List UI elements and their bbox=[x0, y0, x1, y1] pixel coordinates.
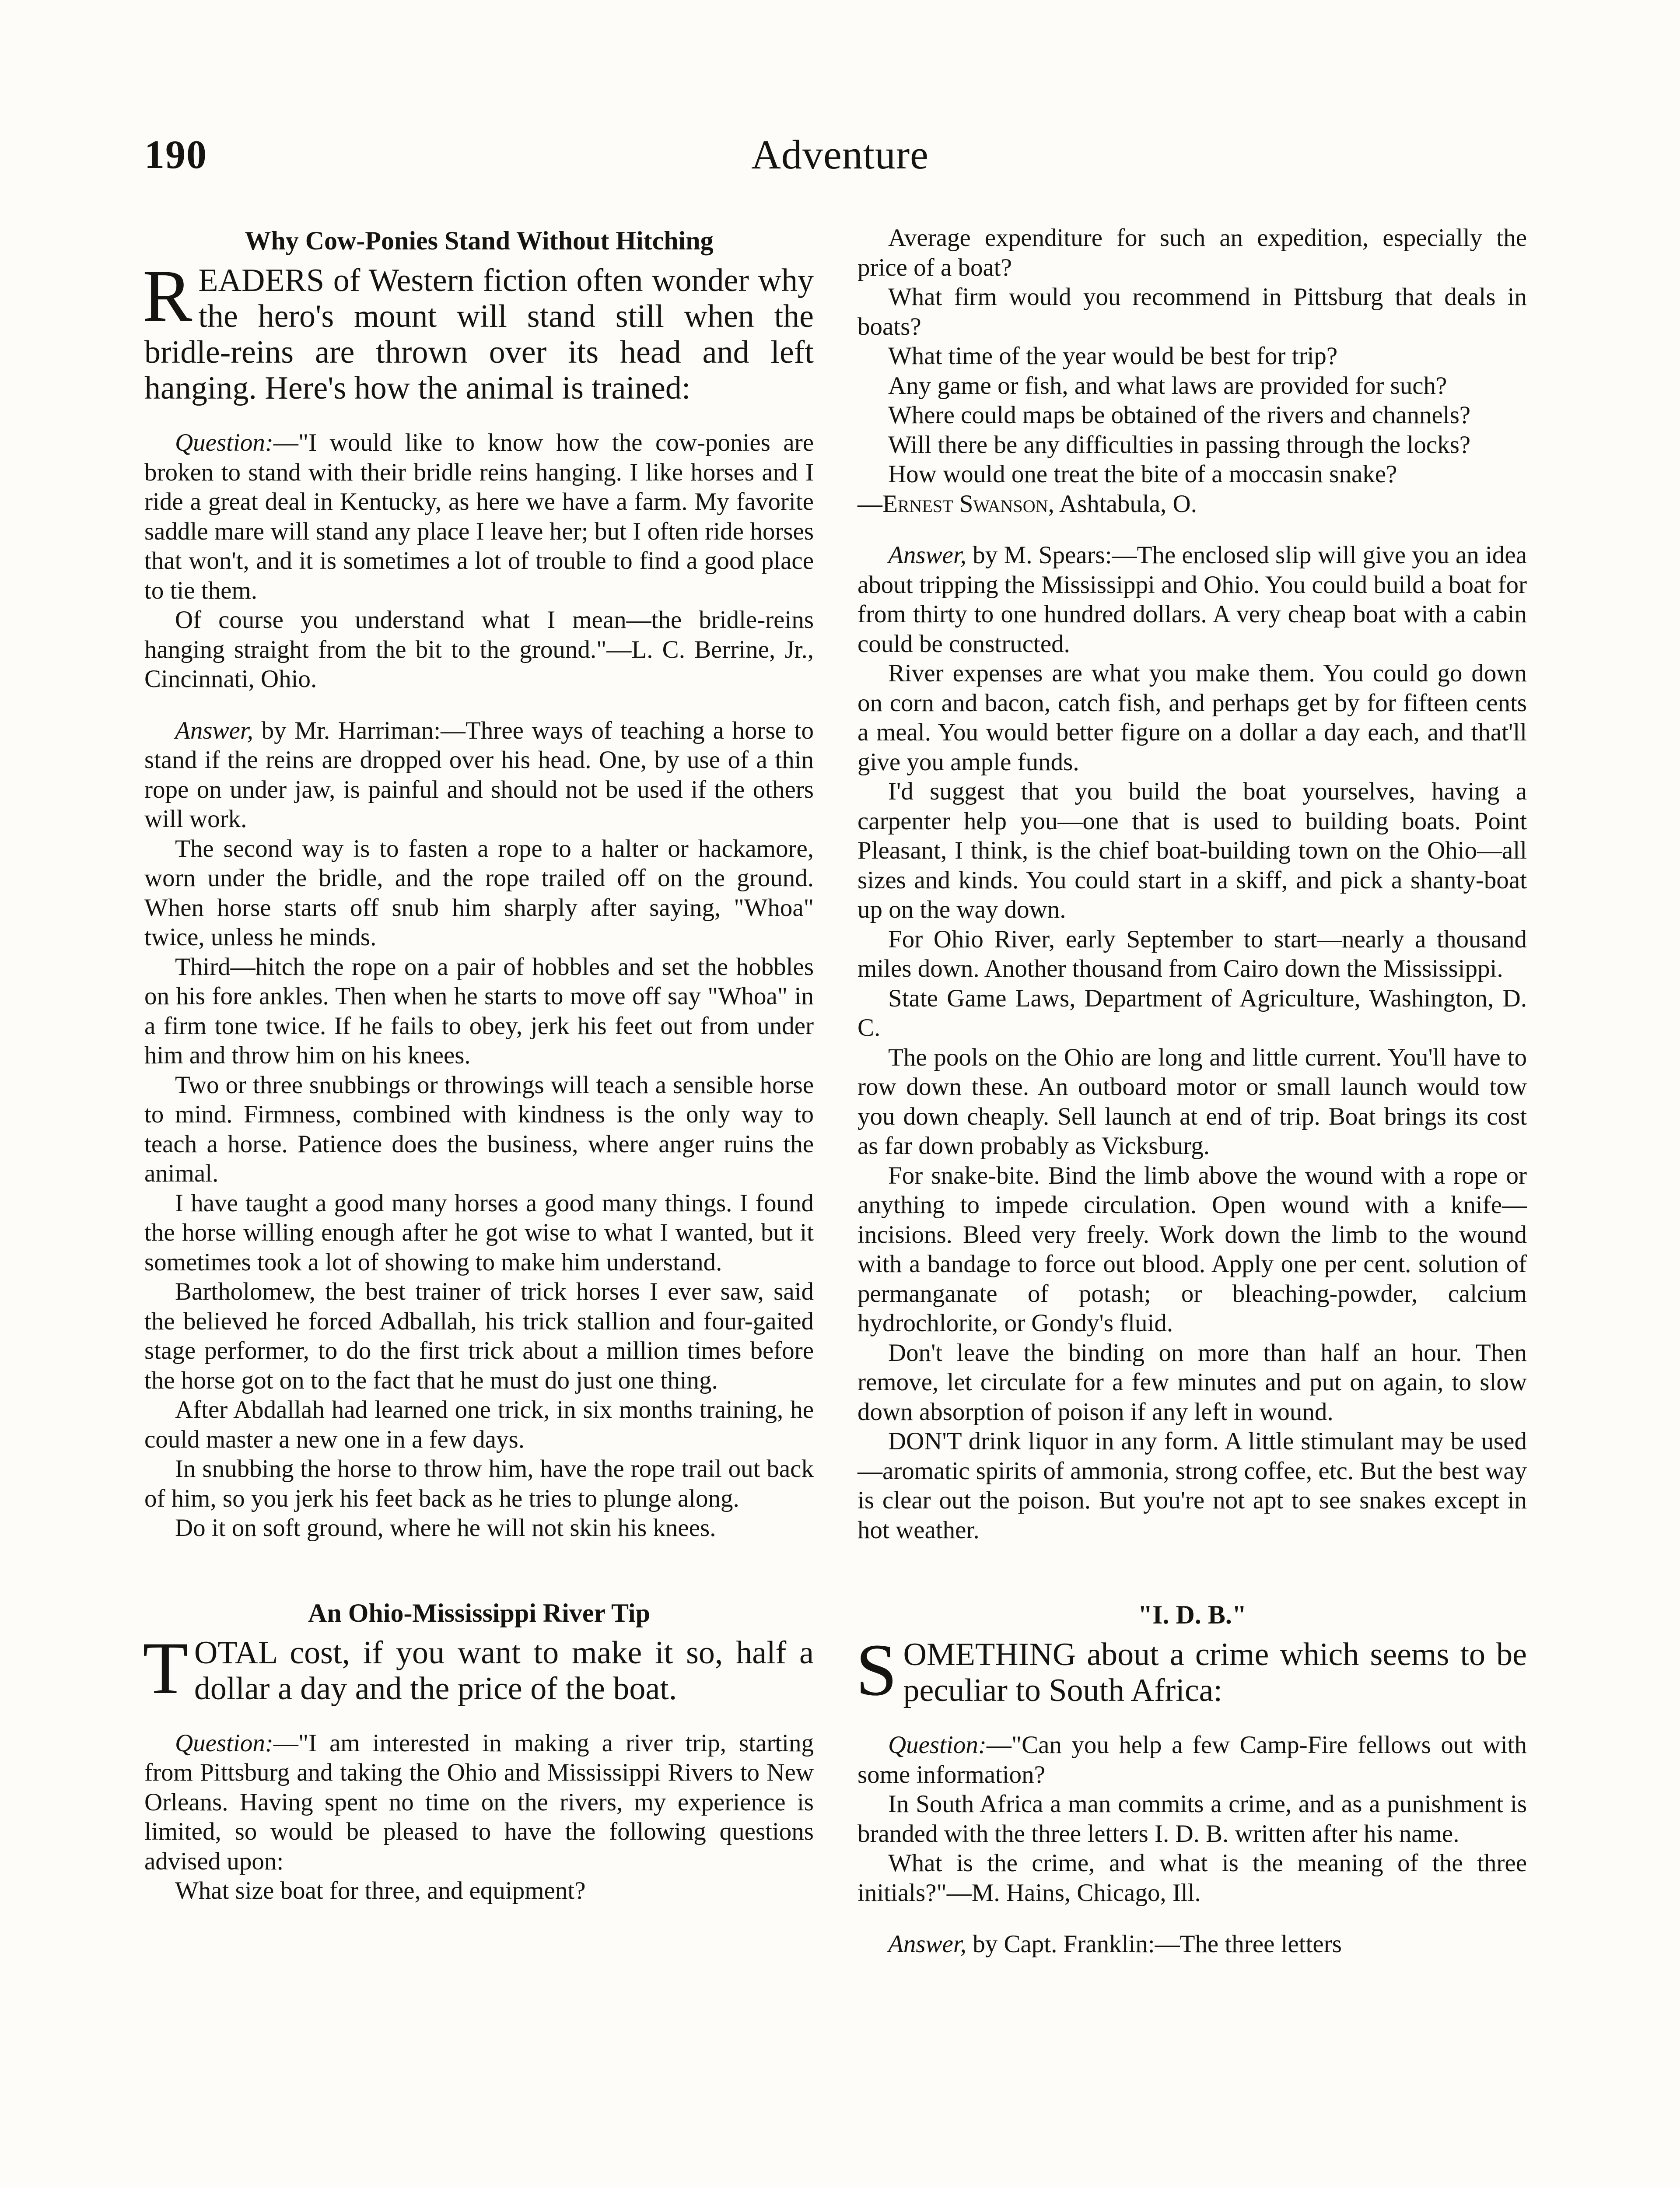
question-paragraph: What time of the year would be best for trip? bbox=[888, 342, 1338, 370]
question-text: —"Can you help a few Camp-Fire fellows out with some information? bbox=[858, 1731, 1527, 1788]
lead-text: OMETHING about a crime which seems to be peculiar to South Africa: bbox=[903, 1637, 1527, 1708]
question-paragraph bbox=[144, 428, 814, 605]
question-paragraph: Any game or fish, and what laws are provided for such? bbox=[888, 372, 1447, 400]
question-paragraph: Will there be any difficulties in passing through the locks? bbox=[888, 431, 1471, 459]
drop-cap: R bbox=[143, 255, 192, 337]
signature-place: , Ashtabula, O. bbox=[1048, 490, 1197, 518]
article-lead-cow-ponies bbox=[143, 255, 814, 406]
answer-label: Answer, bbox=[888, 541, 966, 569]
question-paragraph: Where could maps be obtained of the rivers and channels? bbox=[888, 401, 1471, 429]
question-label: Question: bbox=[888, 1731, 987, 1759]
magazine-title: Adventure bbox=[751, 132, 929, 178]
question-text: —"I am interested in making a river trip, starting from Pittsburg and taking the Ohio and Mississippi Rivers to New Orleans. Having spent no time on the rivers, my experience is limited, so would be pleased to have the following questions advised upon: bbox=[144, 1729, 814, 1875]
answer-paragraph bbox=[858, 1929, 1527, 1959]
article-lead-river-tip bbox=[143, 1627, 814, 1709]
answer-paragraph: The second way is to fasten a rope to a halter or hackamore, worn under the bridle, and the rope trailed off on the ground. When horse starts off snub him sharply after saying, "Whoa" twice, unless he minds. bbox=[144, 835, 814, 951]
left-column bbox=[144, 223, 814, 1906]
answer-paragraph: State Game Laws, Department of Agriculture, Washington, D. C. bbox=[858, 984, 1527, 1041]
answer-paragraph: For Ohio River, early September to start—nearly a thousand miles down. Another thousand from Cairo down the Mississippi. bbox=[858, 925, 1527, 982]
lead-text: EADERS of Western fiction often wonder why the hero's mount will stand still when the bridle-reins are thrown over its head and left hanging. Here's how the animal is trained: bbox=[144, 263, 814, 406]
answer-paragraph: Bartholomew, the best trainer of trick horses I ever saw, said the believed he forced Adballah, his trick stallion and four-gaited stage performer, to do the first trick about a million times before the horse got on to the fact that he must do just one thing. bbox=[144, 1278, 814, 1394]
answer-text: by Capt. Franklin:—The three letters bbox=[966, 1930, 1342, 1958]
question-paragraph: Average expenditure for such an expedition, especially the price of a boat? bbox=[858, 224, 1527, 281]
article-lead-idb bbox=[856, 1629, 1527, 1711]
question-paragraph: How would one treat the bite of a moccasin snake? bbox=[888, 460, 1397, 488]
answer-paragraph: Don't leave the binding on more than half an hour. Then remove, let circulate for a few minutes and put on again, to slow down absorption of poison if any left in wound. bbox=[858, 1339, 1527, 1426]
answer-paragraph bbox=[144, 716, 814, 834]
answer-paragraph: Third—hitch the rope on a pair of hobbles and set the hobbles on his fore ankles. Then when he starts to move off say "Whoa" in a firm tone twice. If he fails to obey, jerk his feet out from under him and throw him on his knees. bbox=[144, 953, 814, 1069]
question-label: Question: bbox=[175, 1729, 273, 1757]
drop-cap: T bbox=[143, 1627, 188, 1709]
question-paragraph bbox=[858, 1730, 1527, 1789]
signature bbox=[858, 489, 1527, 519]
question-paragraph: Of course you understand what I mean—the bridle-reins hanging straight from the bit to the ground."—L. C. Berrine, Jr., Cincinnati, Ohio. bbox=[144, 606, 814, 693]
answer-paragraph: In snubbing the horse to throw him, have the rope trail out back of him, so you jerk his feet back as he tries to plunge along. bbox=[144, 1455, 814, 1512]
question-paragraph bbox=[144, 1729, 814, 1876]
question-paragraph: What firm would you recommend in Pittsburg that deals in boats? bbox=[858, 283, 1527, 340]
answer-paragraph: I'd suggest that you build the boat yourselves, having a carpenter help you—one that is used to building boats. Point Pleasant, I think, is the chief boat-building town on the Ohio—all sizes and kinds. You could start in a skiff, and pick a shanty-boat up on the way down. bbox=[858, 778, 1527, 923]
page-number: 190 bbox=[144, 132, 207, 177]
answer-paragraph: For snake-bite. Bind the limb above the wound with a rope or anything to impede circulation. Open wound with a knife—incisions. Bleed very freely. Work down the limb to the wound with a bandage to force out blood. Apply one per cent. solution of permanganate of potash; or bleaching-powder, calcium hydrochlorite, or Gondy's fluid. bbox=[858, 1161, 1527, 1337]
lead-text: OTAL cost, if you want to make it so, half a dollar a day and the price of the boat. bbox=[194, 1634, 814, 1707]
page-header bbox=[0, 131, 1680, 193]
answer-paragraph: I have taught a good many horses a good many things. I found the horse willing enough after he got wise to what I wanted, but it sometimes took a lot of showing to make him understand. bbox=[144, 1189, 814, 1276]
answer-text: by Mr. Harriman:—Three ways of teaching a horse to stand if the reins are dropped over his head. One, by use of a thin rope on under jaw, is painful and should not be used if the others will work. bbox=[144, 716, 814, 833]
answer-paragraph: After Abdallah had learned one trick, in six months training, he could master a new one in a few days. bbox=[144, 1396, 814, 1453]
question-paragraph: What is the crime, and what is the meaning of the three initials?"—M. Hains, Chicago, Ill. bbox=[858, 1849, 1527, 1907]
signature-name: —Ernest Swanson bbox=[858, 490, 1048, 518]
question-text: —"I would like to know how the cow-ponies are broken to stand with their bridle reins hanging. I like horses and I ride a great deal in Kentucky, as here we have a farm. My favorite saddle mare will stand any place I leave her; but I often ride horses that won't, and it is sometimes a lot of trouble to find a good place to tie them. bbox=[144, 429, 814, 604]
answer-paragraph: River expenses are what you make them. You could go down on corn and bacon, catch fish, and perhaps get by for fifteen cents a meal. You would better figure on a dollar a day each, and that'll give you ample funds. bbox=[858, 659, 1527, 776]
article-title-river-tip: An Ohio-Mississippi River Tip bbox=[308, 1598, 650, 1627]
right-column bbox=[858, 223, 1527, 1959]
answer-label: Answer, bbox=[888, 1930, 966, 1958]
drop-cap: S bbox=[856, 1629, 897, 1711]
article-title-idb: "I. D. B." bbox=[1138, 1600, 1247, 1629]
question-label: Question: bbox=[175, 429, 273, 456]
answer-paragraph bbox=[858, 540, 1527, 659]
answer-paragraph: Two or three snubbings or throwings will teach a sensible horse to mind. Firmness, combined with kindness is the only way to teach a horse. Patience does the business, where anger ruins the animal. bbox=[144, 1071, 814, 1187]
answer-paragraph: The pools on the Ohio are long and little current. You'll have to row down these. An outboard motor or small launch would tow you down cheaply. Sell launch at end of trip. Boat brings its cost as far down probably as Vicksburg. bbox=[858, 1043, 1527, 1160]
question-paragraph: What size boat for three, and equipment? bbox=[175, 1877, 586, 1904]
answer-label: Answer, bbox=[175, 716, 253, 744]
question-paragraph: In South Africa a man commits a crime, and as a punishment is branded with the three letters I. D. B. written after his name. bbox=[858, 1790, 1527, 1848]
answer-text: by M. Spears:—The enclosed slip will give you an idea about tripping the Mississippi and Ohio. You could build a boat for from thirty to one hundred dollars. A very cheap boat with a cabin could be constructed. bbox=[858, 541, 1527, 658]
article-title-cow-ponies: Why Cow-Ponies Stand Without Hitching bbox=[245, 226, 714, 255]
answer-paragraph: DON'T drink liquor in any form. A little stimulant may be used—aromatic spirits of ammonia, strong coffee, etc. But the best way is clear out the poison. But you're not apt to see snakes except in hot weather. bbox=[858, 1427, 1527, 1544]
answer-paragraph: Do it on soft ground, where he will not skin his knees. bbox=[175, 1514, 716, 1542]
